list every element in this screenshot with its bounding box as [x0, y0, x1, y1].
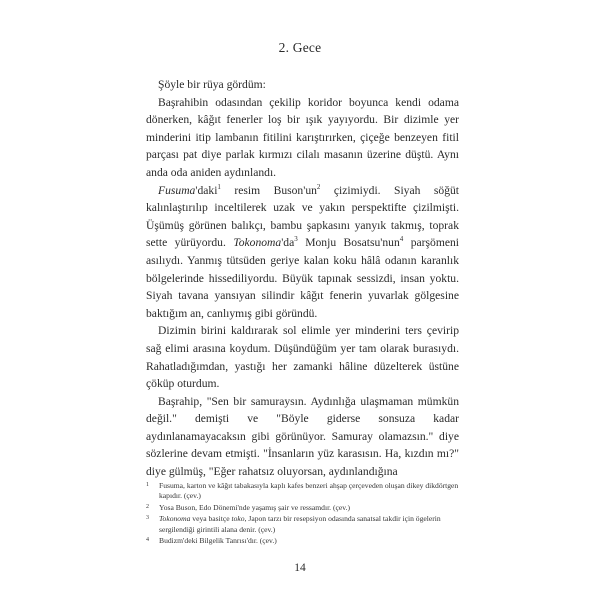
text-run: Budizm'deki Bilgelik Tanrısı'dır. (çev.) — [159, 536, 277, 546]
footnote — [146, 503, 459, 513]
footnote-text — [159, 503, 350, 512]
footnote-ref: 3 — [294, 235, 298, 244]
footnote-number: 1 — [146, 482, 149, 488]
footnote — [146, 481, 459, 502]
text-run: Dizimin birini kaldırarak sol elimle yer minderini ters çevirip sağ elimi arasına koydum. Düşündüğüm yer tam olarak burasıydı. Rahatladığımdan, yastığı her zamanki hâline düzelterek üstüne çöküp oturdum. — [146, 324, 459, 391]
text-run: Başrahip, "Sen bir samuraysın. Aydınlığa ulaşmaman mümkün değil." demişti ve "Böyle giderse sonsuza kadar aydınlanamayacaksın gibi görünüyor. Samuray olamazsın." diye sözlerine devam etmişti. "İnsanların yüz karasısın. Ha, kızdın mı?" diye gülmüş, "Eğer rahatsız oluyorsan, aydınlandığına — [146, 394, 459, 479]
italic-term: Tokonoma — [159, 514, 191, 524]
text-run: parşömeni asılıydı. Yanmış tütsüden geriye kalan koku hâlâ odanın karanlık bölgelerinde hissediliyordu. Büyük tapınak sessizdi, insan yoktu. Siyah tavana yansıyan silindir kâğıt fenerin yuvarlak gölgesine baktığım an, canlıymış gibi göründü. — [146, 236, 459, 320]
footnote-number: 3 — [146, 515, 149, 522]
text-run: veya basitçe — [190, 514, 232, 524]
footnote-ref: 2 — [316, 182, 321, 191]
paragraph — [146, 94, 459, 182]
paragraph — [146, 322, 459, 392]
body-text — [146, 76, 459, 481]
italic-term: toko — [231, 514, 245, 524]
paragraph — [146, 76, 459, 94]
text-run: resim Buson'un — [220, 183, 317, 197]
text-run: Yosa Buson, Edo Dönemi'nde yaşamış şair ve ressamdır. (çev.) — [159, 502, 350, 512]
chapter-title: 2. Gece — [278, 40, 322, 55]
footnote-ref: 4 — [399, 235, 404, 244]
footnote-number: 2 — [146, 503, 149, 510]
text-run: çizimiydi. Siyah söğüt kalınlaştırılıp inceltilerek uzak ve yakın perspektifte çizilmişti. Üşümüş görünen balıkçı, bambu şapkasını yanyık takmış, toprak sette yürüyordu. — [146, 183, 460, 250]
footnotes — [146, 481, 459, 547]
text-run: Fusuma, karton ve kâğıt tabakasıyla kaplı kafes benzeri ahşap çerçeveden oluşan dikey dikdörtgen kapıdır. (çev.) — [159, 481, 459, 501]
text-run: 'daki — [195, 183, 218, 197]
italic-term: Fusuma — [158, 183, 196, 197]
paragraph — [146, 393, 459, 481]
footnote-number: 4 — [146, 537, 149, 544]
footnote-ref: 1 — [217, 182, 221, 191]
footnote-text — [159, 514, 441, 533]
text-run: , Japon tarzı bir resepsiyon odasında sanatsal takdir için ögelerin sergilendiği girintili alana denir. (çev.) — [159, 514, 441, 534]
page-number: 14 — [294, 562, 306, 574]
paragraph — [146, 182, 459, 323]
footnote — [146, 514, 459, 535]
text-run: Monju Bosatsu'nun — [297, 236, 400, 250]
text-run: 'da — [281, 236, 295, 250]
text-run: Başrahibin odasından çekilip koridor boyunca kendi odama dönerken, kâğıt fenerler loş bir ışık yayıyordu. Bir dizimle yer minderini itip lambanın fitilini karıştırırken, çiçeğe benzeyen fitil parçası pat diye parlak kırmızı cilalı masanın üzerine düştü. Aynı anda oda aniden aydınlandı. — [146, 95, 459, 179]
italic-term: Tokonoma — [233, 236, 282, 250]
footnote-text — [159, 481, 458, 500]
footnote-text — [159, 536, 277, 545]
footnote — [146, 536, 459, 546]
text-run: Şöyle bir rüya gördüm: — [158, 78, 266, 91]
